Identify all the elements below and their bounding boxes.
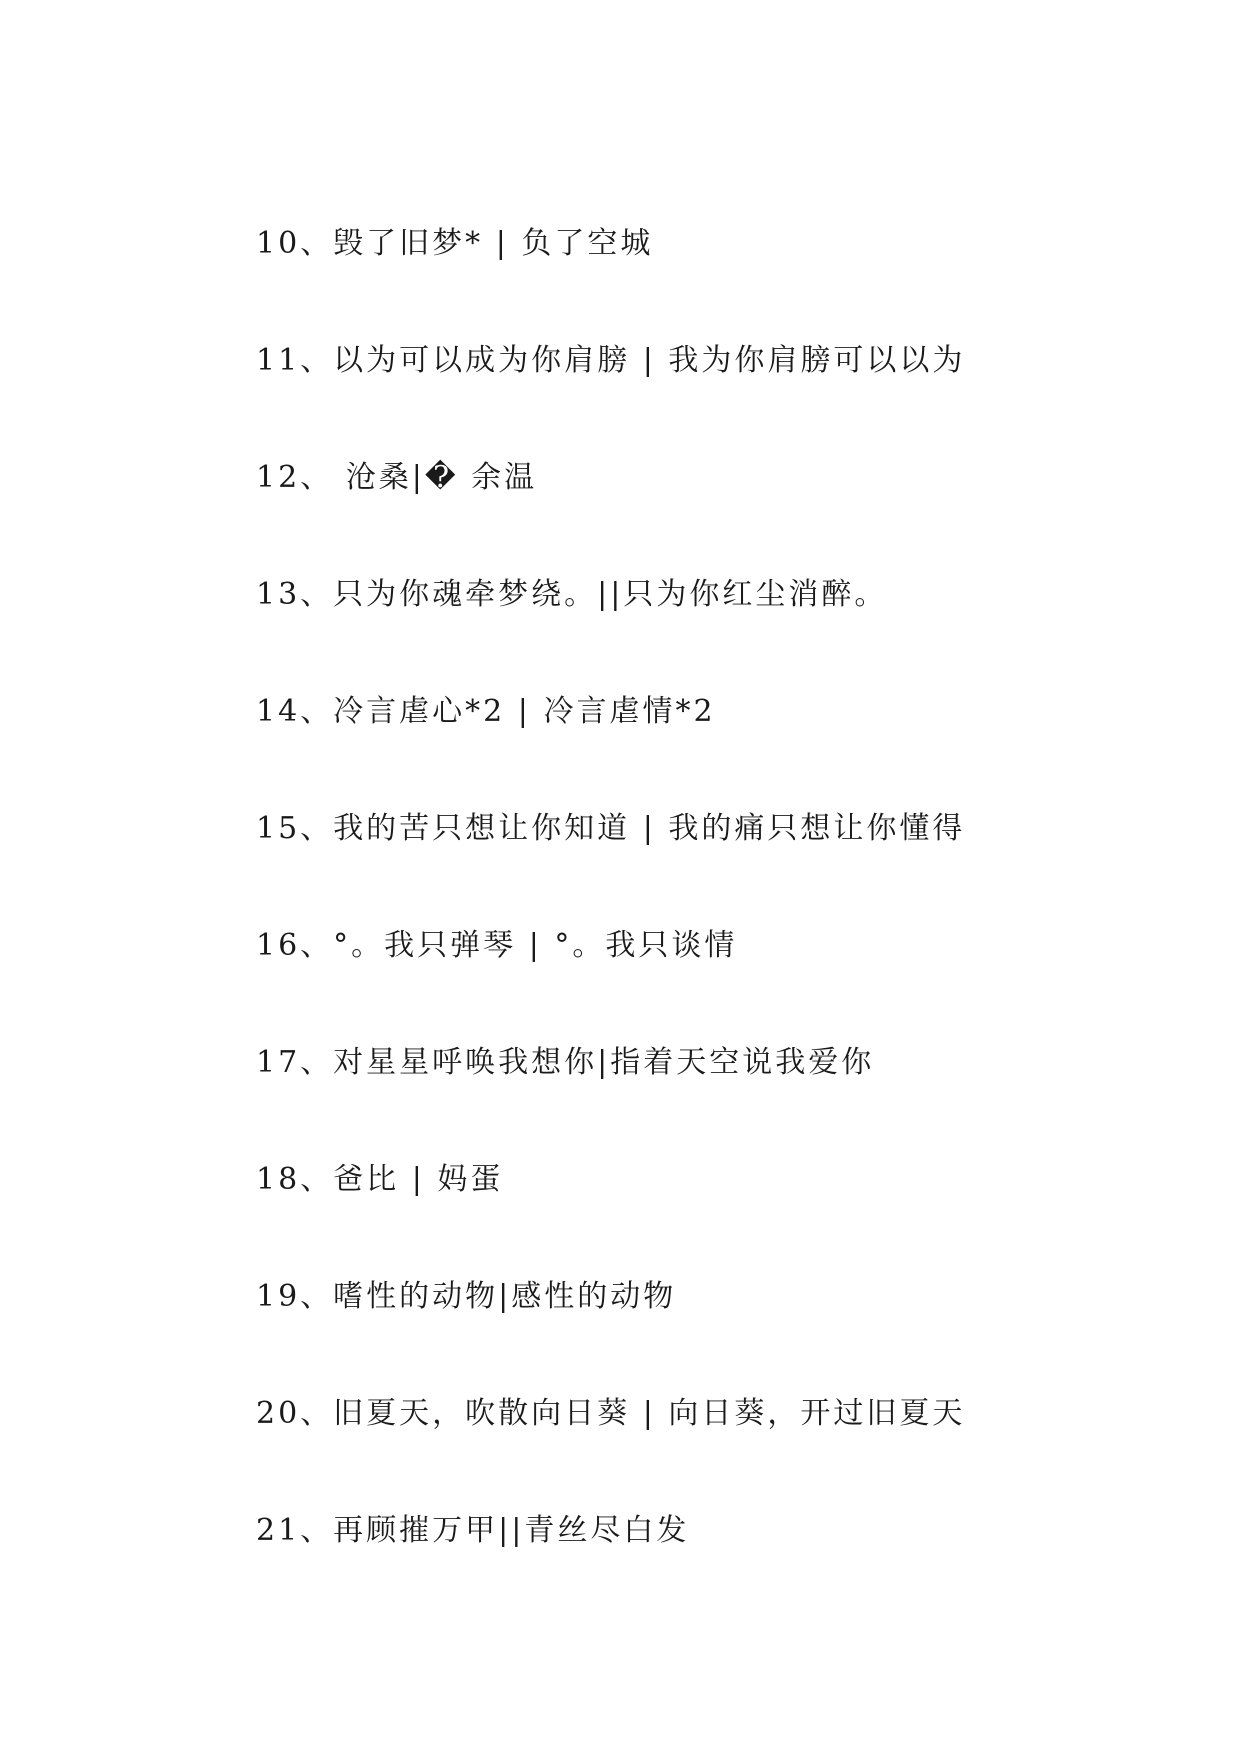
text-line-16: 16、°。我只弹琴 | °。我只谈情 (256, 928, 738, 963)
text-line-20: 20、旧夏天，吹散向日葵 | 向日葵，开过旧夏天 (256, 1396, 966, 1431)
text-line-13: 13、只为你魂牵梦绕。||只为你红尘消醉。 (256, 577, 888, 612)
text-line-12: 12、 沧桑|� 余温 (256, 460, 538, 495)
text-line-11: 11、以为可以成为你肩膀 | 我为你肩膀可以以为 (256, 343, 966, 378)
text-line-18: 18、爸比 | 妈蛋 (256, 1162, 504, 1197)
text-line-15: 15、我的苦只想让你知道 | 我的痛只想让你懂得 (256, 811, 966, 846)
text-line-19: 19、嗜性的动物|感性的动物 (256, 1279, 677, 1314)
text-line-14: 14、冷言虐心*2 | 冷言虐情*2 (256, 694, 716, 729)
text-line-21: 21、再顾摧万甲||青丝尽白发 (256, 1513, 690, 1548)
text-line-17: 17、对星星呼唤我想你|指着天空说我爱你 (256, 1045, 875, 1080)
text-line-10: 10、毁了旧梦* | 负了空城 (256, 226, 654, 261)
